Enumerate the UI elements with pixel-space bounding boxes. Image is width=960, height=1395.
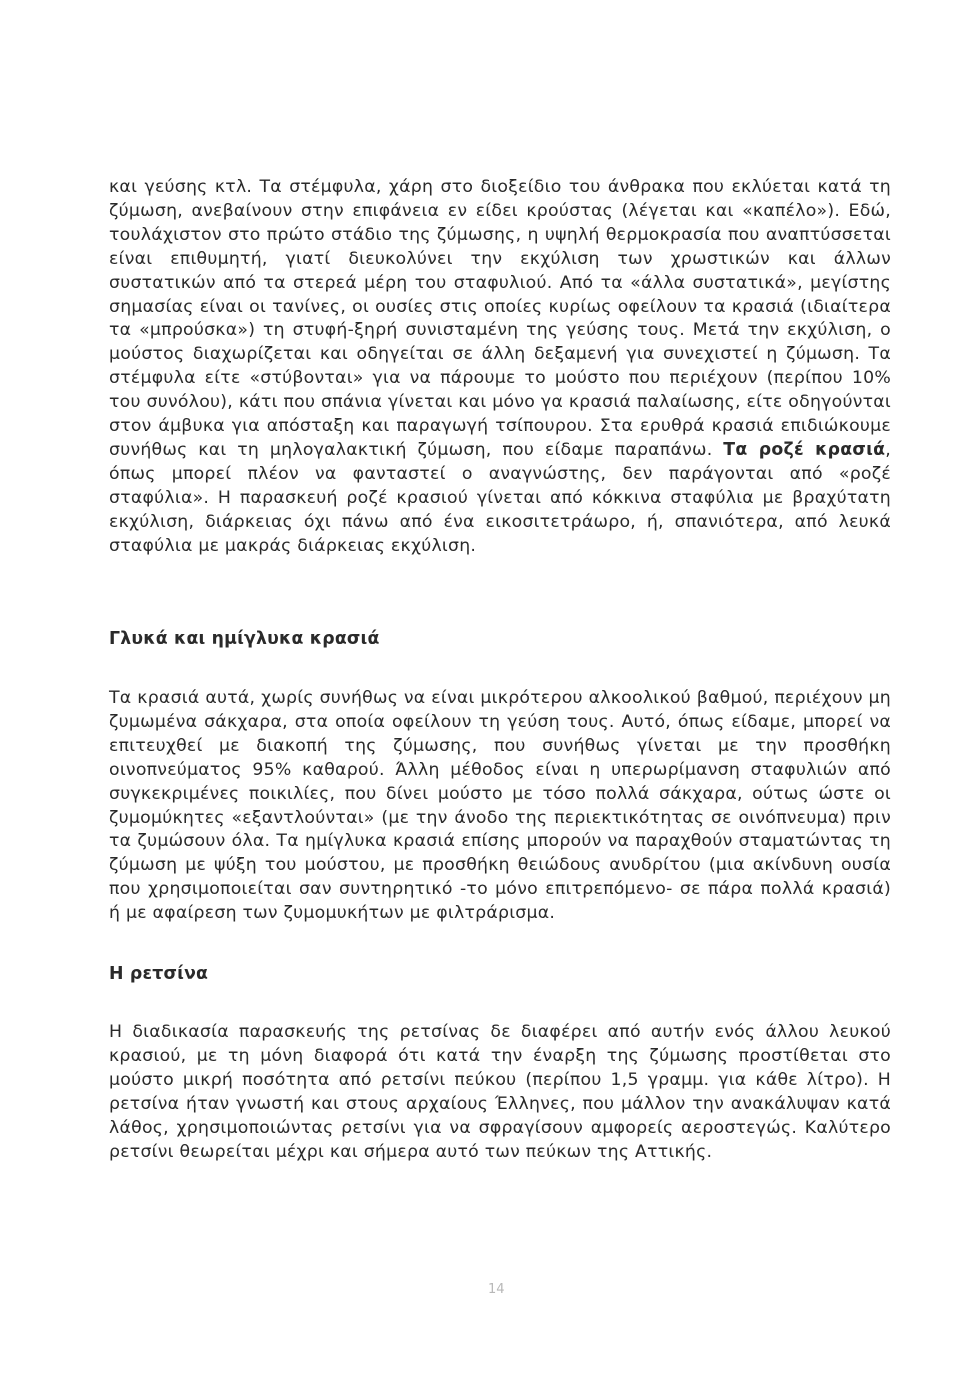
paragraph-text-continued: , όπως μπορεί πλέον να φανταστεί ο αναγνώστης, δεν παράγονται από «ροζέ σταφύλια». Η παρασκευή ροζέ κρασιού γίνεται από κόκκινα σταφύλια με βραχύτατη εκχύλιση, διάρκειας όχι πάνω από ένα εικοσιτετράωρο, ή, σπανιότερα, από λευκά σταφύλια με μακράς διάρκειας εκχύλιση. [109, 439, 891, 556]
paragraph-sweet-wines: Τα κρασιά αυτά, χωρίς συνήθως να είναι μικρότερου αλκοολικού βαθμού, περιέχουν μη ζυμωμένα σάκχαρα, στα οποία οφείλουν τη γεύση τους. Αυτό, όπως είδαμε, μπορεί να επιτευχθεί με διακοπή της ζύμωσης, που συνήθως γίνεται με την προσθήκη οινοπνεύματος 95% καθαρού. Άλλη μέθοδος είναι η υπερωρίμανση σταφυλιών από συγκεκριμένες ποικιλίες, που δίνει μούστο με τόσο πολλά σάκχαρα, ούτως ώστε οι ζυμομύκητες «εξαντλούνται» (με την άνοδο της περιεκτικότητας σε οινόπνευμα) πριν τα ζυμώσουν όλα. Τα ημίγλυκα κρασιά επίσης μπορούν να παραχθούν σταματώντας τη ζύμωση με ψύξη του μούστου, με προσθήκη θειώδους ανυδρίτου (μια ακίνδυνη ουσία που χρησιμοποιείται σαν συντηρητικό -το μόνο επιτρεπόμενο- σε πάρα πολλά κρασιά) ή με αφαίρεση των ζυμομυκήτων με φιλτράρισμα. [109, 688, 891, 924]
paragraph-fermentation-red-rose [109, 176, 891, 559]
page-number: 14 [488, 1282, 505, 1297]
paragraph-text: και γεύσης κτλ. Τα στέμφυλα, χάρη στο διοξείδιο του άνθρακα που εκλύεται κατά τη ζύμωση, ανεβαίνουν στην επιφάνεια εν είδει κρούστας (λέγεται και «καπέλο»). Εδώ, τουλάχιστον στο πρώτο στάδιο της ζύμωσης, η υψηλή θερμοκρασία που αναπτύσσεται είναι επιθυμητή, γιατί διευκολύνει την εκχύλιση των χρωστικών και άλλων συστατικών από τα στερεά μέρη του σταφυλιού. Από τα «άλλα συστατικά», μεγίστης σημασίας είναι οι τανίνες, οι ουσίες στις οποίες κυρίως οφείλουν τα κρασιά (ιδιαίτερα τα «μπρούσκα») τη στυφή-ξηρή συνισταμένη της γεύσης τους. Μετά την εκχύλιση, ο μούστος διαχωρίζεται και οδηγείται σε άλλη δεξαμενή για συνεχιστεί η ζύμωση. Τα στέμφυλα είτε «στύβονται» για να πάρουμε το μούστο που περιέχουν (περίπου 10% του συνόλου), κάτι που σπάνια γίνεται και μόνο γα κρασιά παλαίωσης, είτε οδηγούνται στον άμβυκα για απόσταξη και παραγωγή τσίπουρου. Στα ερυθρά κρασιά επιδιώκουμε συνήθως και τη μηλογαλακτική ζύμωση, που είδαμε παραπάνω. [109, 177, 891, 460]
paragraph-retsina: Η διαδικασία παρασκευής της ρετσίνας δε διαφέρει από αυτήν ενός άλλου λευκού κρασιού, με τη μόνη διαφορά ότι κατά την έναρξη της ζύμωσης προστίθεται στο μούστο μικρή ποσότητα από ρετσίνι πεύκου (περίπου 1,5 γραμμ. για κάθε λίτρο). Η ρετσίνα ήταν γνωστή και στους αρχαίους Έλληνες, που μάλλον την ανακάλυψαν κατά λάθος, χρησιμοποιώντας ρετσίνι για να σφραγίσουν αμφορείς αεροστεγώς. Καλύτερο ρετσίνι θεωρείται μέχρι και σήμερα αυτό των πεύκων της Αττικής. [109, 1022, 891, 1162]
section-heading-retsina: Η ρετσίνα [109, 964, 209, 984]
section-heading-sweet-wines: Γλυκά και ημίγλυκα κρασιά [109, 629, 380, 649]
bold-phrase-rose-wines: Τα ροζέ κρασιά [723, 439, 886, 460]
